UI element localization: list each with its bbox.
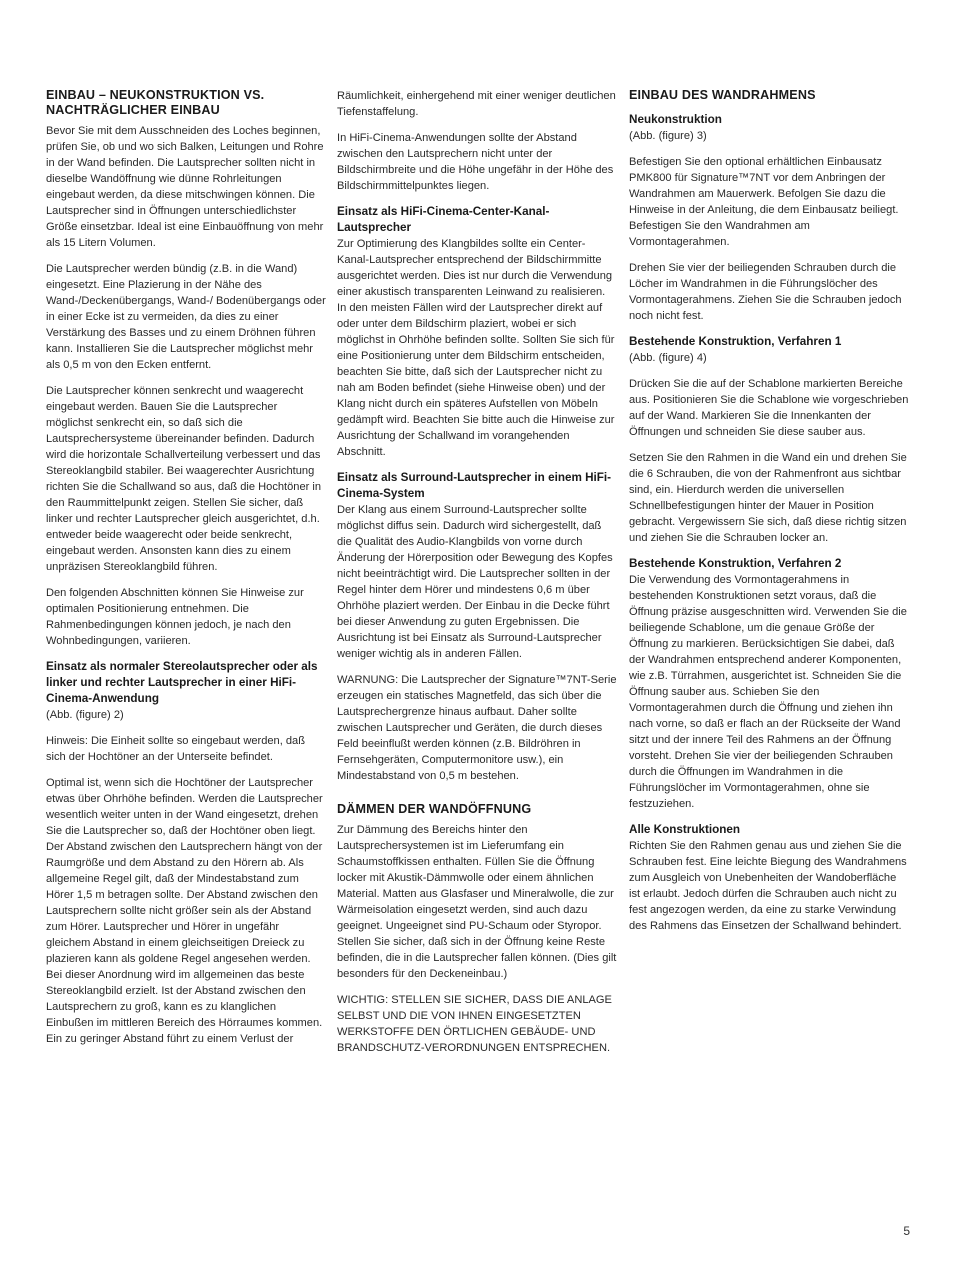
subheading-stereo: Einsatz als normaler Stereolautsprecher oder als linker und rechter Lautsprecher in einer HiFi-Cinema-Anwendung [46,660,318,705]
paragraph: Die Lautsprecher können senkrecht und waagerecht eingebaut werden. Bauen Sie die Lautsprecher möglichst senkrecht ein, so daß sich die Lautsprechersysteme übereinander befinden. Dadurch wird die horizontale Schallverteilung verbessert und das Stereoklangbild stabiler. Bei waagerechter Ausrichtung richten Sie die Schallwand so aus, daß die Hochtöner in den Raummittelpunkt zeigen. Stellen Sie sicher, daß linker und rechter Lautsprecher gleich ausgerichtet, d.h. entweder beide waagerecht oder beide senkrecht, eingebaut werden. Ansonsten kann dies zu einem unpräzisen Stereoklangbild führen. [46,385,322,573]
subheading-verfahren-1: Bestehende Konstruktion, Verfahren 1 [629,335,842,348]
figure-reference: (Abb. (figure) 2) [46,709,124,721]
paragraph: Hinweis: Die Einheit sollte so eingebaut werden, daß sich der Hochtöner an der Unterseite befindet. [46,735,305,763]
subheading-surround: Einsatz als Surround-Lautsprecher in einem HiFi-Cinema-System [337,471,612,500]
paragraph: Befestigen Sie den optional erhältlichen Einbausatz PMK800 für Signature™7NT vor dem Anbringen der Wandrahmen am Mauerwerk. Befolgen Sie dazu die Hinweise in der Anleitung, die dem Einbausatz beiliegt. Befestigen Sie den Wandrahmen am Vormontagerahmen. [629,156,899,248]
column-left [46,88,326,1057]
subheading-alle-konstruktionen: Alle Konstruktionen [629,823,741,836]
paragraph: Drehen Sie vier der beiliegenden Schrauben durch die Löcher im Wandrahmen in die Führungslöcher des Vormontagerahmens. Ziehen Sie die Schrauben jedoch noch nicht fest. [629,262,902,322]
paragraph: Die Lautsprecher werden bündig (z.B. in die Wand) eingesetzt. Eine Plazierung in der Nähe des Wand-/Deckenübergangs, Wand-/ Bodenübergangs oder in einer Ecke ist zu vermeiden, da dies zu einer Verstärkung des Basses und zu einem Dröhnen führen kann. Installieren Sie die Lautsprecher möglichst mehr als 0,5 m von den Ecken entfernt. [46,263,326,371]
subheading-verfahren-2: Bestehende Konstruktion, Verfahren 2 [629,557,842,570]
section-title-einbau: EINBAU – NEUKONSTRUKTION VS. NACHTRÄGLICHER EINBAU [46,88,265,117]
column-right [629,88,909,944]
column-middle [337,88,617,1066]
page-number: 5 [903,1224,910,1238]
figure-reference: (Abb. (figure) 4) [629,352,707,364]
figure-reference: (Abb. (figure) 3) [629,130,707,142]
section-title-wandrahmen: EINBAU DES WANDRAHMENS [629,88,816,102]
warning-paragraph: WARNUNG: Die Lautsprecher der Signature™7NT-Serie erzeugen ein statisches Magnetfeld, das sich über die Lautsprechergrenze hinaus aufbaut. Daher sollte zwischen Lautsprecher und Geräten, die durch dieses Feld beeinflußt werden können (z.B. Bildröhren in Fernsehgeräten, Computermonitore usw.), ein Mindestabstand von 0,5 m bestehen. [337,674,617,782]
important-paragraph: WICHTIG: STELLEN SIE SICHER, DASS DIE ANLAGE SELBST UND DIE VON IHNEN EINGESETZTEN WERKSTOFFE DEN ÖRTLICHEN GEBÄUDE- UND BRANDSCHUTZ-VERORDNUNGEN ENTSPRECHEN. [337,994,612,1054]
paragraph: Bevor Sie mit dem Ausschneiden des Loches beginnen, prüfen Sie, ob und wo sich Balken, Leitungen und Rohre in der Wand befinden. Die Lautsprecher sollten nicht in dieselbe Wandöffnung wie dünne Rohrleitungen eingebaut werden, da diese mitschwingen können. Die Lautsprecher sind in Öffnungen unterschiedlichster Größe einsetzbar. Ideal ist eine Einbauöffnung von mehr als 15 Litern Volumen. [46,125,324,249]
paragraph: Zur Dämmung des Bereichs hinter den Lautsprechersystemen ist im Lieferumfang ein Schaumstoffkissen enthalten. Füllen Sie die Öffnung locker mit Akustik-Dämmwolle oder einem ähnlichen Material. Matten aus Glasfaser und Mineralwolle, die zur Wärmeisolation eingesetzt werden, sind auch dazu geeignet. Ungeeignet sind PU-Schaum oder Styropor. Stellen Sie sicher, daß sich in der Öffnung keine Reste befinden, die in die Lautsprecher fallen können. (Dies gilt besonders für den Deckeneinbau.) [337,824,617,980]
paragraph: Der Klang aus einem Surround-Lautsprecher sollte möglichst diffus sein. Dadurch wird sichergestellt, daß die Qualität des Audio-Klangbilds von vorne durch Änderung der Hörerposition oder Bewegung des Kopfes nicht beeinträchtigt wird. Die Lautsprecher sollten in der Regel hinter dem Hörer und mindestens 0,6 m über Ohrhöhe plaziert werden. Der Einbau in die Decke führt bei dieser Anwendung zu guten Ergebnissen. Die Ausrichtung ist bei Einsatz als Surround-Lautsprecher weniger wichtig als in anderen Fällen. [337,504,613,660]
subheading-center: Einsatz als HiFi-Cinema-Center-Kanal-Lautsprecher [337,205,550,234]
section-title-daemmen: DÄMMEN DER WANDÖFFNUNG [337,802,532,816]
paragraph: In HiFi-Cinema-Anwendungen sollte der Abstand zwischen den Lautsprechern nicht unter der Bildschirmbreite und die Höhe ungefähr in der Höhe des Bildschirmmittelpunktes liegen. [337,132,614,192]
subheading-neukonstruktion: Neukonstruktion [629,113,722,126]
paragraph: Zur Optimierung des Klangbildes sollte ein Center-Kanal-Lautsprecher entsprechend der Bildschirmmitte ausgerichtet werden. Dies ist nur durch die Verwendung einer akustisch transparenten Leinwand zu realisieren. In den meisten Fällen wird der Lautsprecher direkt auf oder unter dem Bildschirm plaziert, wobei er sich möglichst in Ohrhöhe befinden sollte. Sollten Sie sich für eine Positionierung unter dem Bildschirm entscheiden, beachten Sie bitte, daß sich der Lautsprecher nicht zu nah am Boden befindet (siehe Hinweise oben) und der Klang nicht durch ein späteres Aufstellen von Möbeln gedämpft wird. Beachten Sie bitte auch die Hinweise zur Ausrichtung der Schallwand im vorangehenden Abschnitt. [337,238,615,458]
paragraph: Die Verwendung des Vormontagerahmens in bestehenden Konstruktionen setzt voraus, daß die Öffnung präzise ausgeschnitten wird. Verwenden Sie die beiliegende Schablone, um die genaue Größe der Öffnung zu markieren. Berücksichtigen Sie dabei, daß der Wandrahmen entsprechend anderer Komponenten, wie z.B. Türrahmen, ausgerichtet ist. Schneiden Sie die Öffnung sauber aus. Schieben Sie den Vormontagerahmen durch die Öffnung und ziehen ihn nach vorne, so daß er flach an der Rückseite der Wand sitzt und der innere Teil des Rahmens an der Öffnung vorsteht. Drehen Sie vier der beiliegenden Schrauben durch die Öffnungen im Wandrahmen in die Führungslöcher im Vormontagerahmen, ohne sie festzuziehen. [629,574,907,810]
paragraph: Drücken Sie die auf der Schablone markierten Bereiche aus. Positionieren Sie die Schablone wie vorgeschrieben auf der Wand. Markieren Sie die Innenkanten der Öffnungen und schneiden Sie diese sauber aus. [629,378,909,438]
paragraph: Den folgenden Abschnitten können Sie Hinweise zur optimalen Positionierung entnehmen. Die Rahmenbedingungen können jedoch, je nach den Wohnbedingungen, variieren. [46,587,304,647]
paragraph: Optimal ist, wenn sich die Hochtöner der Lautsprecher etwas über Ohrhöhe befinden. Werden die Lautsprecher wesentlich weiter unten in der Wand eingesetzt, drehen Sie die Lautsprecher so, daß der Hochtöner oben liegt. Der Abstand zwischen den Lautsprechern hängt von der Raumgröße und dem Abstand zu den Hörern ab. Als allgemeine Regel gilt, daß der Mindestabstand zum Hörer 1,5 m betragen sollte. Der Abstand zwischen den Lautsprechern sollte nicht größer sein als der Abstand zum Hörer. Lautsprecher und Hörer in ungefähr gleichem Abstand in einem gleichseitigen Dreieck zu plazieren kann als goldene Regel angesehen werden. Bei dieser Anordnung wird im allgemeinen das beste Stereoklangbild erzielt. Ist der Abstand zwischen den Lautsprechern zu groß, kann es zu klanglichen Einbußen im mittleren Bereich des Hörraumes kommen. Ein zu geringer Abstand führt zu einem Verlust der [46,777,323,1045]
paragraph: Räumlichkeit, einhergehend mit einer weniger deutlichen Tiefenstaffelung. [337,90,616,118]
paragraph: Setzen Sie den Rahmen in die Wand ein und drehen Sie die 6 Schrauben, die von der Rahmenfront aus sichtbar sind, ein. Hierdurch werden die universellen Schnellbefestigungen hinter der Mauer in Position gebracht. Vergewissern Sie sich, daß diese richtig sitzen und ziehen Sie die Schrauben locker an. [629,452,907,544]
paragraph: Richten Sie den Rahmen genau aus und ziehen Sie die Schrauben fest. Eine leichte Biegung des Wandrahmens zum Ausgleich von Unebenheiten der Wandoberfläche ist erlaubt. Jedoch dürfen die Schrauben auch nicht zu fest angezogen werden, da eine zu starke Verwindung des Rahmens das Einsetzen der Schallwand behindert. [629,840,907,932]
